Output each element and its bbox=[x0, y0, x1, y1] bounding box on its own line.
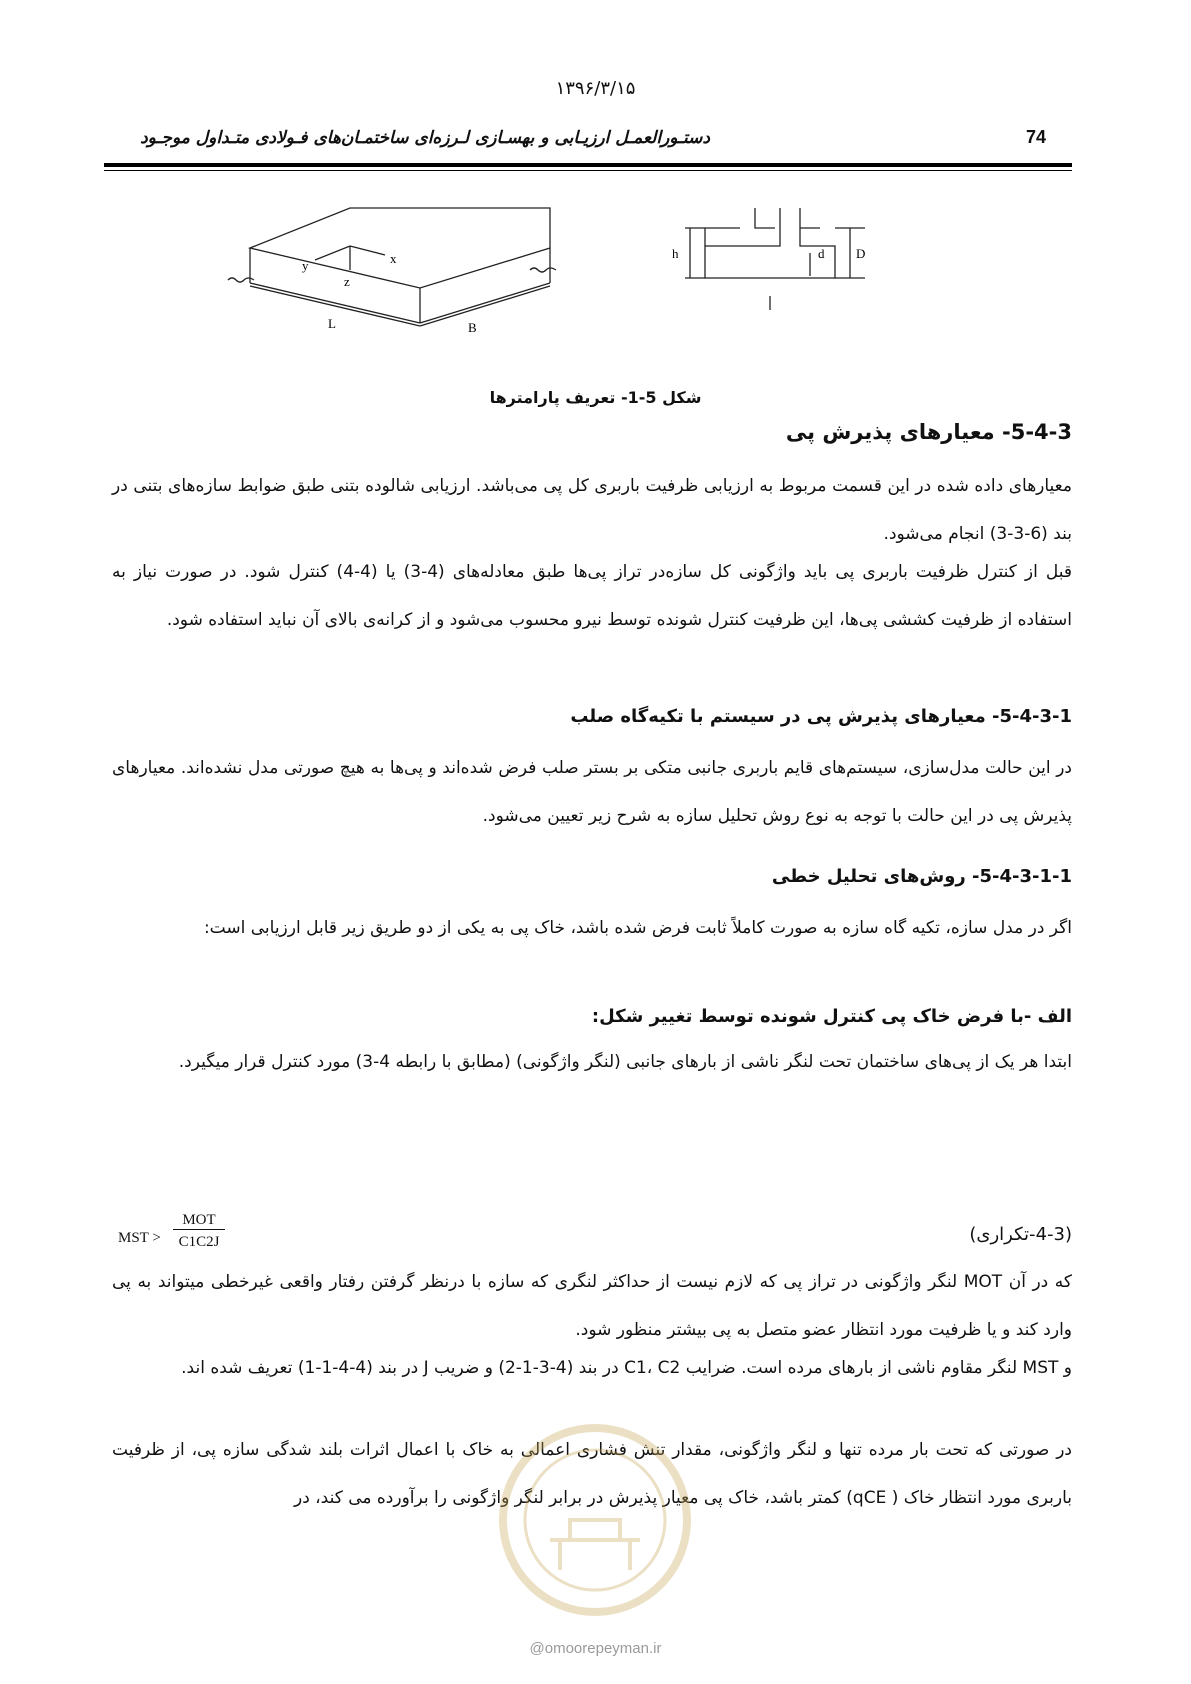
formula-numerator: MOT bbox=[173, 1212, 225, 1230]
watermark-site: @omoorepeyman.ir bbox=[529, 1640, 662, 1657]
formula-denominator: C1C2J bbox=[178, 1234, 220, 1250]
section-paragraph-1: معیارهای داده شده در این قسمت مربوط به ارزیابی ظرفیت باربری کل پی می‌باشد. ارزیابی شالوده بتنی طبق ضوابط سازه‌های بتنی در بند (6-3-3) انجام می‌شود. bbox=[112, 476, 1072, 544]
axis-x-label: x bbox=[390, 251, 397, 266]
case-a-text: ابتدا هر یک از پی‌های ساختمان تحت لنگر ناشی از بارهای جانبی (لنگر واژگونی) (مطابق با رابطه 4-3) مورد کنترل قرار میگیرد. bbox=[178, 1052, 1072, 1072]
length-L-label: L bbox=[328, 316, 336, 331]
subsubsection-heading: 5-4-3-1-1- روش‌های تحلیل خطی bbox=[771, 866, 1072, 887]
footing-section-figure bbox=[672, 208, 960, 353]
axis-y-label: y bbox=[302, 258, 309, 273]
depth-d-label: d bbox=[818, 246, 825, 261]
height-h-label: h bbox=[672, 246, 679, 261]
subsection-paragraph: در این حالت مدل‌سازی، سیستم‌های قایم باربری جانبی متکی بر بستر صلب فرض شده‌اند و پی‌ها به هیچ صورتی مدل نشده‌اند. معیارهای پذیرش پی در این حالت با توجه به نوع روش تحلیل سازه به شرح زیر تعیین می‌شود. bbox=[112, 758, 1072, 826]
width-B-label: B bbox=[468, 320, 477, 335]
document-title: دستـورالعمـل ارزیـابی و بهسـازی لـرزه‌ای ساختمـان‌های فـولادی متـداول موجـود bbox=[140, 128, 710, 148]
depth-D-label: D bbox=[856, 246, 866, 261]
equation-number: (4-3-تکراری) bbox=[969, 1224, 1072, 1245]
figure-caption: شکل 5-1- تعریف پارامترها bbox=[489, 388, 702, 407]
page-number: 74 bbox=[1026, 127, 1047, 147]
case-a-heading: الف -با فرض خاک پی کنترل شونده توسط تغییر شکل: bbox=[591, 1006, 1072, 1027]
subsubsection-paragraph: اگر در مدل سازه، تکیه گاه سازه به صورت کاملاً ثابت فرض شده باشد، خاک پی به یکی از دو طریق زیر قابل ارزیابی است: bbox=[203, 918, 1072, 938]
axis-z-label: z bbox=[344, 274, 350, 289]
section-heading: 5-4-3- معیارهای پذیرش پی bbox=[785, 420, 1072, 444]
watermark-seal bbox=[490, 1420, 700, 1620]
document-date: ۱۳۹۶/۳/۱۵ bbox=[555, 78, 636, 99]
section-paragraph-2: قبل از کنترل ظرفیت باربری پی باید واژگونی کل سازه‌در تراز پی‌ها طبق معادله‌های (4-3) یا (4-4) کنترل شود. در صورت نیاز به استفاده از ظرفیت کششی پی‌ها، این ظرفیت کنترل شونده توسط نیرو محسوب می‌شود و از کرانه‌ی بالای آن نباید استفاده شود. bbox=[112, 562, 1073, 630]
foundation-box-figure bbox=[240, 208, 620, 368]
subsection-heading: 5-4-3-1- معیارهای پذیرش پی در سیستم با تکیه‌گاه صلب bbox=[570, 706, 1072, 727]
explanation-mst: و MST لنگر مقاوم ناشی از بارهای مرده است. ضرایب C1، C2 در بند (4-3-1-2) و ضریب J در بند (4-4-1-1) تعریف شده اند. bbox=[181, 1358, 1072, 1378]
header-rule-thick bbox=[104, 163, 1072, 167]
header-rule-thin bbox=[104, 170, 1072, 171]
formula-lhs: MST > bbox=[118, 1230, 161, 1246]
explanation-mot: که در آن MOT لنگر واژگونی در تراز پی که لازم نیست از حداکثر لنگری که سازه با درنظر گرفتن رفتار واقعی غیرخطی میتواند به پی وارد کند و یا ظرفیت مورد انتظار عضو متصل به پی بیشتر منظور شود. bbox=[112, 1272, 1072, 1340]
explanation-uplift: در صورتی که تحت بار مرده تنها و لنگر واژگونی، مقدار تنش فشاری اعمالی به خاک با اعمال اثرات بلند شدگی سازه پی، از ظرفیت باربری مورد انتظار خاک ( qCE) کمتر باشد، خاک پی معیار پذیرش در برابر لنگر واژگونی را برآورده می کند، در bbox=[112, 1440, 1072, 1508]
